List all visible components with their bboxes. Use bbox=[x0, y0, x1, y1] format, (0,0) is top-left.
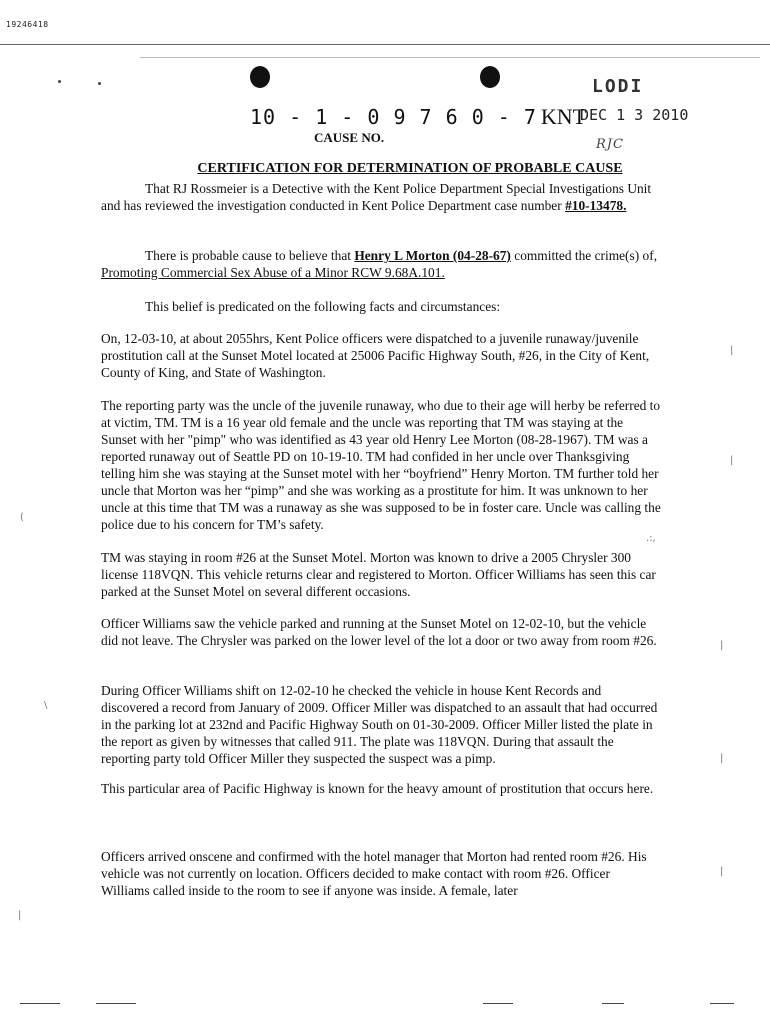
scan-artifact: | bbox=[720, 640, 724, 651]
footer-artifact-line bbox=[96, 1003, 136, 1004]
scan-artifact: .:, bbox=[646, 533, 656, 544]
scan-artifact: | bbox=[720, 866, 724, 877]
cause-no-label: CAUSE NO. bbox=[314, 130, 385, 145]
intro-text: That RJ Rossmeier is a Detective with the Kent Police Department Special Investigations Unit and has reviewed the investigation conducted in Kent Police Department case number bbox=[101, 181, 652, 213]
punch-hole-right bbox=[480, 66, 500, 88]
fact-paragraph-2: The reporting party was the uncle of the juvenile runaway, who due to their age will herby be referred to at victim, TM. TM is a 16 year old female and the uncle was reporting that TM was staying at the Sunset with her "pimp" who was identified as 43 year old Henry Lee Morton (08-28-1967). TM was a reported runaway out of Seattle PD on 10-19-10. TM had confided in her uncle over Thanksgiving telling him she was staying at the Sunset motel with her “boyfriend” Henry Morton. TM further told her uncle that Morton was her “pimp” and she was working as a prostitute for him. It was unknown to her uncle at this time that TM was a runaway as she was supposed to be in foster care. Uncle was calling the police due to his concern for TM’s safety. bbox=[101, 398, 661, 532]
scan-speck bbox=[98, 82, 101, 85]
scan-artifact: | bbox=[720, 753, 724, 764]
intro-case-number: #10-13478. bbox=[565, 198, 627, 213]
fact-paragraph-7: Officers arrived onscene and confirmed with the hotel manager that Morton had rented room #26. His vehicle was not currently on location. Officers decided to make contact with room #26. Officer Williams called inside to the room to see if anyone was inside. A female, later bbox=[101, 849, 647, 898]
case-number-digits: 10 - 1 - 0 9 7 6 0 - 7 bbox=[250, 105, 537, 129]
case-number-suffix: KNT bbox=[540, 104, 587, 129]
scan-speck bbox=[58, 80, 61, 83]
cause-text-a: There is probable cause to believe that bbox=[145, 248, 355, 263]
case-number bbox=[250, 104, 586, 130]
defendant-name: Henry L Morton (04-28-67) bbox=[354, 248, 511, 263]
fact-paragraph-1: On, 12-03-10, at about 2055hrs, Kent Police officers were dispatched to a juvenile runaway/juvenile prostitution call at the Sunset Motel located at 25006 Pacific Highway South, #26, in the City of Kent, County of King, and State of Washington. bbox=[101, 331, 650, 380]
header-rule-secondary bbox=[140, 57, 760, 58]
scan-artifact: | bbox=[730, 455, 734, 466]
footer-artifact-line bbox=[602, 1003, 624, 1004]
footer-artifact-line bbox=[20, 1003, 60, 1004]
fact-paragraph-5: During Officer Williams shift on 12-02-10 he checked the vehicle in house Kent Records and discovered a record from January of 2009. Officer Miller was dispatched to an assault that had occurred in the parking lot at 232nd and Pacific Highway South on 01-30-2009. Officer Miller listed the plate in the report as given by witnesses that called 911. The plate was 118VQN. During that assault the reporting party told Officer Miller they suspected the suspect was a pimp. bbox=[101, 683, 658, 766]
intro-paragraph bbox=[101, 180, 661, 214]
scan-artifact: | bbox=[18, 910, 22, 921]
document-title: CERTIFICATION FOR DETERMINATION OF PROBABLE CAUSE bbox=[197, 161, 623, 176]
footer-artifact-line bbox=[483, 1003, 513, 1004]
filing-stamp-initials: RJC bbox=[596, 137, 624, 152]
filing-stamp-office: LODI bbox=[592, 76, 644, 97]
scan-artifact: ( bbox=[20, 512, 24, 523]
header-rule bbox=[0, 44, 770, 45]
fact-paragraph-3: TM was staying in room #26 at the Sunset Motel. Morton was known to drive a 2005 Chrysler 300 license 118VQN. This vehicle returns clear and registered to Morton. Officer Williams has seen this car parked at the Sunset Motel on several different occasions. bbox=[101, 550, 656, 599]
scan-artifact: | bbox=[730, 345, 734, 356]
scan-artifact: \ bbox=[44, 700, 48, 711]
belief-paragraph: This belief is predicated on the following facts and circumstances: bbox=[145, 299, 501, 314]
crime-charged: Promoting Commercial Sex Abuse of a Minor RCW 9.68A.101. bbox=[101, 265, 445, 280]
cause-text-b: committed the crime(s) of, bbox=[510, 248, 658, 263]
footer-artifact-line bbox=[710, 1003, 734, 1004]
document-id-number: 19246418 bbox=[6, 20, 49, 29]
fact-paragraph-4: Officer Williams saw the vehicle parked and running at the Sunset Motel on 12-02-10, but the vehicle did not leave. The Chrysler was parked on the lower level of the lot a door or two away from room #26. bbox=[101, 616, 657, 648]
probable-cause-paragraph bbox=[101, 247, 661, 281]
fact-paragraph-6: This particular area of Pacific Highway is known for the heavy amount of prostitution that occurs here. bbox=[101, 781, 654, 796]
filing-stamp-date: DEC 1 3 2010 bbox=[580, 106, 689, 124]
punch-hole-left bbox=[250, 66, 270, 88]
